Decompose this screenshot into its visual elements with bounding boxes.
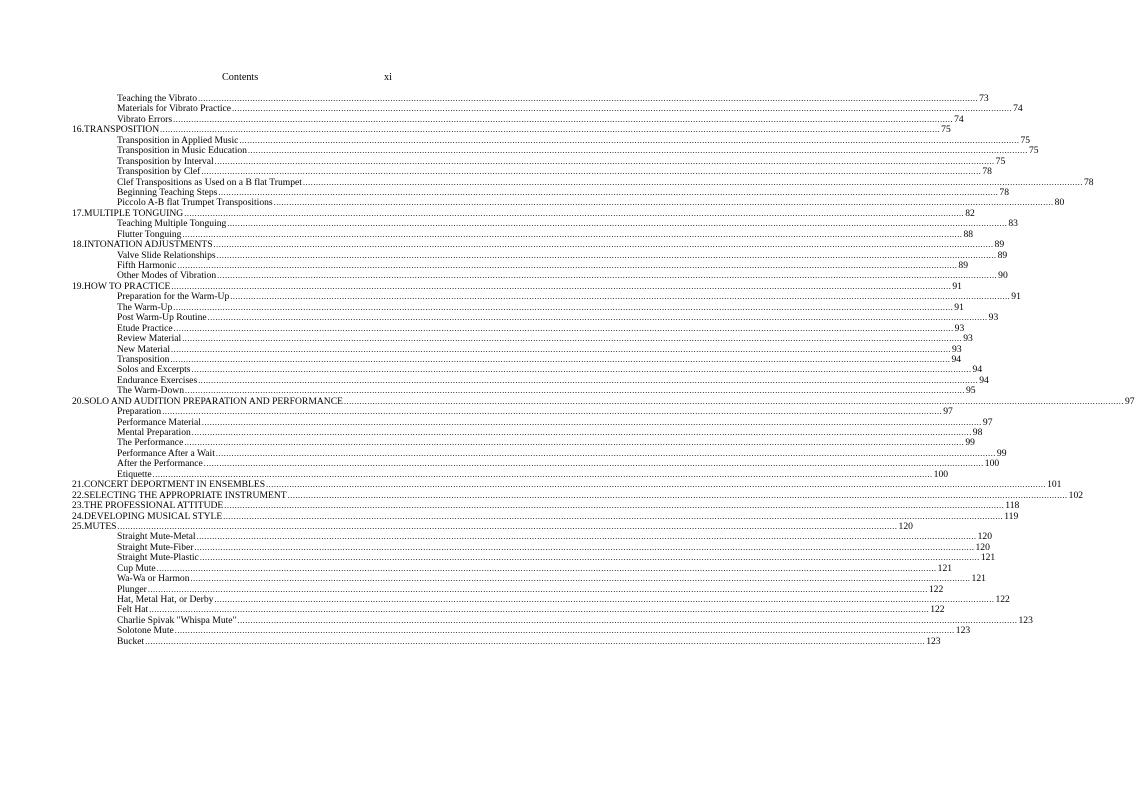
toc-entry-title: HOW TO PRACTICE — [84, 280, 171, 292]
toc-entry-title: SOLO AND AUDITION PREPARATION AND PERFORMANCE — [84, 395, 343, 407]
toc-page-number: 89 — [994, 239, 1005, 251]
toc-dot-leader: ............................................................................................................................................................................................................................................................................................................ — [198, 375, 979, 385]
toc-dot-leader: ............................................................................................................................................................................................................................................................................................................ — [184, 208, 965, 218]
toc-dot-leader: ............................................................................................................................................................................................................................................................................................................ — [223, 511, 1004, 521]
toc-entry-title: Fifth Harmonic — [117, 260, 177, 271]
toc-dot-leader: ............................................................................................................................................................................................................................................................................................................ — [117, 521, 898, 531]
toc-page-number: 120 — [898, 520, 913, 532]
toc-chapter-entry — [72, 239, 1005, 251]
toc-dot-leader: ............................................................................................................................................................................................................................................................................................................ — [227, 219, 1008, 229]
toc-page-number: 95 — [966, 385, 976, 397]
toc-page-number: 75 — [1020, 134, 1031, 146]
toc-dot-leader: ............................................................................................................................................................................................................................................................................................................ — [237, 615, 1018, 625]
toc-page-number: 94 — [979, 374, 989, 386]
toc-dot-leader: ............................................................................................................................................................................................................................................................................................................ — [201, 167, 982, 177]
toc-page-number: 82 — [965, 207, 975, 219]
toc-page-number: 89 — [997, 249, 1008, 261]
toc-page-number: 97 — [982, 416, 993, 428]
toc-dot-leader: ............................................................................................................................................................................................................................................................................................................ — [182, 229, 963, 239]
toc-page-number: 97 — [943, 406, 953, 418]
toc-page-number: 123 — [955, 625, 971, 637]
toc-entry-title: THE PROFESSIONAL ATTITUDE — [84, 500, 224, 512]
toc-entry-title: Straight Mute-Fiber — [117, 541, 194, 553]
toc-page-number: 80 — [1054, 197, 1065, 209]
toc-dot-leader: ............................................................................................................................................................................................................................................................................................................ — [147, 584, 928, 594]
toc-entry-title: Teaching Multiple Tonguing — [117, 218, 227, 230]
toc-dot-leader: ............................................................................................................................................................................................................................................................................................................ — [239, 135, 1020, 145]
toc-dot-leader: ............................................................................................................................................................................................................................................................................................................ — [170, 354, 951, 364]
toc-entry-title: Post Warm-Up Routine — [117, 312, 207, 324]
toc-dot-leader: ............................................................................................................................................................................................................................................................................................................ — [207, 313, 988, 323]
toc-dot-leader: ............................................................................................................................................................................................................................................................................................................ — [174, 626, 955, 636]
toc-chapter-number: 16. — [72, 124, 84, 136]
toc-page-number: 99 — [965, 437, 975, 449]
toc-page-number: 100 — [984, 458, 1000, 470]
toc-chapter-number: 17. — [72, 207, 84, 219]
toc-page-number: 90 — [998, 270, 1008, 282]
toc-dot-leader: ............................................................................................................................................................................................................................................................................................................ — [273, 198, 1054, 208]
toc-page-number: 121 — [937, 562, 953, 574]
toc-dot-leader: ............................................................................................................................................................................................................................................................................................................ — [213, 240, 994, 250]
toc-chapter-entry — [72, 510, 1019, 522]
toc-entry-title: Flutter Tonguing — [117, 228, 182, 240]
toc-dot-leader: ............................................................................................................................................................................................................................................................................................................ — [162, 407, 943, 417]
toc-chapter-number: 20. — [72, 395, 84, 407]
toc-page-number: 75 — [1028, 145, 1039, 157]
toc-dot-leader: ............................................................................................................................................................................................................................................................................................................ — [184, 438, 965, 448]
toc-entry-title: MULTIPLE TONGUING — [84, 207, 184, 219]
toc-page-number: 101 — [1047, 479, 1062, 491]
table-of-contents — [72, 93, 1135, 647]
toc-entry-title: The Warm-Up — [117, 301, 173, 313]
toc-page-number: 89 — [958, 260, 969, 271]
toc-dot-leader: ............................................................................................................................................................................................................................................................................................................ — [177, 261, 958, 270]
toc-entry-title: Cup Mute — [117, 562, 156, 574]
toc-dot-leader: ............................................................................................................................................................................................................................................................................................................ — [145, 636, 926, 646]
toc-entry-title: SELECTING THE APPROPRIATE INSTRUMENT — [84, 489, 287, 501]
toc-page-number: 100 — [933, 468, 949, 480]
toc-entry-title: Charlie Spivak "Whispa Mute" — [117, 614, 237, 626]
toc-dot-leader: ............................................................................................................................................................................................................................................................................................................ — [214, 156, 995, 166]
toc-page-number: 120 — [977, 531, 992, 543]
toc-entry-title: Performance After a Wait — [117, 447, 215, 459]
toc-page-number: 94 — [951, 353, 962, 365]
toc-page-number: 88 — [963, 228, 974, 240]
toc-page-number: 78 — [999, 186, 1009, 198]
toc-entry-title: Solos and Excerpts — [117, 364, 191, 376]
toc-entry-title: Beginning Teaching Steps — [117, 186, 218, 198]
toc-entry-title: Wa-Wa or Harmon — [117, 573, 190, 585]
toc-entry-title: Clef Transpositions as Used on a B flat Trumpet — [117, 176, 302, 188]
toc-dot-leader: ............................................................................................................................................................................................................................................................................................................ — [191, 428, 972, 437]
toc-page-number: 91 — [954, 301, 964, 313]
toc-entry-title: Mental Preparation — [117, 427, 191, 438]
toc-dot-leader: ............................................................................................................................................................................................................................................................................................................ — [173, 323, 954, 333]
toc-chapter-number: 24. — [72, 510, 84, 522]
toc-dot-leader: ............................................................................................................................................................................................................................................................................................................ — [203, 459, 984, 469]
running-header-page-number: xi — [384, 72, 392, 83]
toc-dot-leader: ............................................................................................................................................................................................................................................................................................................ — [216, 250, 997, 260]
running-header-title: Contents — [222, 72, 259, 83]
toc-page-number: 98 — [972, 427, 983, 438]
toc-dot-leader: ............................................................................................................................................................................................................................................................................................................ — [199, 553, 980, 563]
toc-dot-leader: ............................................................................................................................................................................................................................................................................................................ — [287, 490, 1068, 500]
toc-entry-title: Preparation for the Warm-Up — [117, 291, 230, 303]
toc-entry-title: Felt Hat — [117, 604, 149, 616]
toc-chapter-number: 25. — [72, 520, 84, 532]
toc-entry-title: Etude Practice — [117, 322, 173, 334]
toc-entry-title: Review Material — [117, 333, 182, 345]
toc-dot-leader: ............................................................................................................................................................................................................................................................................................................ — [171, 344, 952, 354]
toc-page-number: 93 — [952, 343, 962, 355]
toc-dot-leader: ............................................................................................................................................................................................................................................................................................................ — [217, 271, 998, 281]
toc-dot-leader: ............................................................................................................................................................................................................................................................................................................ — [156, 563, 937, 573]
toc-page-number: 93 — [988, 312, 999, 324]
toc-entry-title: Materials for Vibrato Practice — [117, 103, 232, 115]
toc-chapter-number: 23. — [72, 500, 84, 512]
toc-entry-title: CONCERT DEPORTMENT IN ENSEMBLES — [84, 479, 266, 491]
toc-chapter-number: 18. — [72, 239, 84, 251]
toc-page-number: 78 — [982, 166, 992, 178]
toc-page-number: 121 — [980, 552, 996, 564]
toc-dot-leader: ............................................................................................................................................................................................................................................................................................................ — [190, 574, 971, 584]
toc-section-entry — [72, 635, 941, 647]
toc-page-number: 123 — [926, 635, 941, 647]
toc-section-entry — [72, 166, 992, 178]
toc-entry-title: The Performance — [117, 437, 184, 449]
toc-page-number: 93 — [954, 322, 965, 334]
toc-entry-title: Preparation — [117, 406, 162, 418]
toc-page-number: 97 — [1124, 395, 1135, 407]
toc-dot-leader: ............................................................................................................................................................................................................................................................................................................ — [194, 542, 975, 552]
toc-entry-title: Transposition — [117, 353, 170, 365]
toc-dot-leader: ............................................................................................................................................................................................................................................................................................................ — [173, 302, 954, 312]
toc-chapter-entry — [72, 500, 1020, 512]
toc-entry-title: Hat, Metal Hat, or Derby — [117, 594, 214, 605]
toc-page-number: 73 — [979, 93, 989, 104]
toc-entry-title: Plunger — [117, 583, 147, 595]
toc-dot-leader: ............................................................................................................................................................................................................................................................................................................ — [152, 469, 933, 479]
toc-section-entry — [72, 333, 973, 345]
toc-entry-title: New Material — [117, 343, 171, 355]
toc-dot-leader: ............................................................................................................................................................................................................................................................................................................ — [302, 177, 1083, 187]
toc-entry-title: After the Performance — [117, 458, 203, 470]
toc-dot-leader: ............................................................................................................................................................................................................................................................................................................ — [266, 480, 1047, 490]
toc-entry-title: Solotone Mute — [117, 625, 174, 637]
toc-entry-title: TRANSPOSITION — [84, 124, 160, 136]
toc-page-number: 121 — [971, 573, 986, 585]
toc-page-number: 91 — [1011, 291, 1021, 303]
toc-dot-leader: ............................................................................................................................................................................................................................................................................................................ — [247, 146, 1028, 156]
toc-dot-leader: ............................................................................................................................................................................................................................................................................................................ — [343, 396, 1124, 406]
toc-chapter-number: 22. — [72, 489, 84, 501]
toc-page-number: 122 — [995, 594, 1010, 605]
toc-dot-leader: ............................................................................................................................................................................................................................................................................................................ — [224, 501, 1005, 511]
toc-entry-title: Transposition by Interval — [117, 155, 214, 167]
toc-entry-title: The Warm-Down — [117, 385, 184, 397]
toc-dot-leader: ............................................................................................................................................................................................................................................................................................................ — [232, 104, 1013, 114]
toc-page-number: 99 — [996, 447, 1007, 459]
toc-dot-leader: ............................................................................................................................................................................................................................................................................................................ — [196, 532, 977, 542]
toc-page-number: 74 — [954, 113, 964, 125]
toc-dot-leader: ............................................................................................................................................................................................................................................................................................................ — [218, 187, 999, 197]
toc-entry-title: Straight Mute-Plastic — [117, 552, 199, 564]
toc-page-number: 118 — [1005, 500, 1020, 512]
toc-page-number: 102 — [1068, 489, 1084, 501]
toc-page-number: 122 — [930, 604, 945, 616]
running-header — [0, 72, 612, 84]
toc-entry-title: Valve Slide Relationships — [117, 249, 216, 261]
toc-page-number: 119 — [1004, 510, 1019, 522]
toc-dot-leader: ............................................................................................................................................................................................................................................................................................................ — [149, 605, 930, 615]
toc-chapter-number: 19. — [72, 280, 84, 292]
toc-page-number: 75 — [995, 155, 1006, 167]
toc-entry-title: Etiquette — [117, 468, 152, 480]
toc-dot-leader: ............................................................................................................................................................................................................................................................................................................ — [198, 94, 979, 103]
toc-entry-title: Transposition in Applied Music — [117, 134, 239, 146]
toc-dot-leader: ............................................................................................................................................................................................................................................................................................................ — [215, 448, 996, 458]
toc-entry-title: Transposition by Clef — [117, 166, 201, 178]
toc-dot-leader: ............................................................................................................................................................................................................................................................................................................ — [230, 292, 1011, 302]
toc-dot-leader: ............................................................................................................................................................................................................................................................................................................ — [201, 417, 982, 427]
toc-entry-title: Transposition in Music Education — [117, 145, 247, 157]
toc-entry-title: MUTES — [84, 520, 117, 532]
toc-entry-title: Performance Material — [117, 416, 201, 428]
toc-dot-leader: ............................................................................................................................................................................................................................................................................................................ — [173, 114, 954, 124]
toc-entry-title: INTONATION ADJUSTMENTS — [84, 239, 213, 251]
toc-entry-title: Vibrato Errors — [117, 113, 173, 125]
toc-dot-leader: ............................................................................................................................................................................................................................................................................................................ — [182, 334, 963, 344]
toc-entry-title: Other Modes of Vibration — [117, 270, 217, 282]
toc-page-number: 78 — [1083, 176, 1094, 188]
toc-section-entry — [72, 406, 953, 418]
toc-dot-leader: ............................................................................................................................................................................................................................................................................................................ — [185, 386, 965, 396]
toc-dot-leader: ............................................................................................................................................................................................................................................................................................................ — [191, 365, 972, 375]
toc-page-number: 122 — [928, 583, 944, 595]
toc-page-number: 74 — [1013, 103, 1023, 115]
toc-page-number: 93 — [963, 333, 973, 345]
toc-entry-title: Bucket — [117, 635, 145, 647]
toc-page-number: 75 — [941, 124, 951, 136]
toc-entry-title: Teaching the Vibrato — [117, 93, 198, 104]
toc-dot-leader: ............................................................................................................................................................................................................................................................................................................ — [160, 125, 941, 135]
toc-chapter-number: 21. — [72, 479, 84, 491]
toc-entry-title: Endurance Exercises — [117, 374, 198, 386]
toc-entry-title: Straight Mute-Metal — [117, 531, 196, 543]
toc-page-number: 83 — [1008, 218, 1018, 230]
toc-entry-title: Piccolo A-B flat Trumpet Transpositions — [117, 197, 273, 209]
toc-section-entry — [72, 573, 986, 585]
toc-dot-leader: ............................................................................................................................................................................................................................................................................................................ — [171, 281, 952, 291]
toc-page-number: 94 — [972, 364, 983, 376]
toc-entry-title: DEVELOPING MUSICAL STYLE — [84, 510, 223, 522]
toc-page-number: 120 — [975, 541, 990, 553]
toc-page-number: 91 — [952, 280, 962, 292]
toc-dot-leader: ............................................................................................................................................................................................................................................................................................................ — [214, 595, 995, 604]
toc-page-number: 123 — [1018, 614, 1033, 626]
